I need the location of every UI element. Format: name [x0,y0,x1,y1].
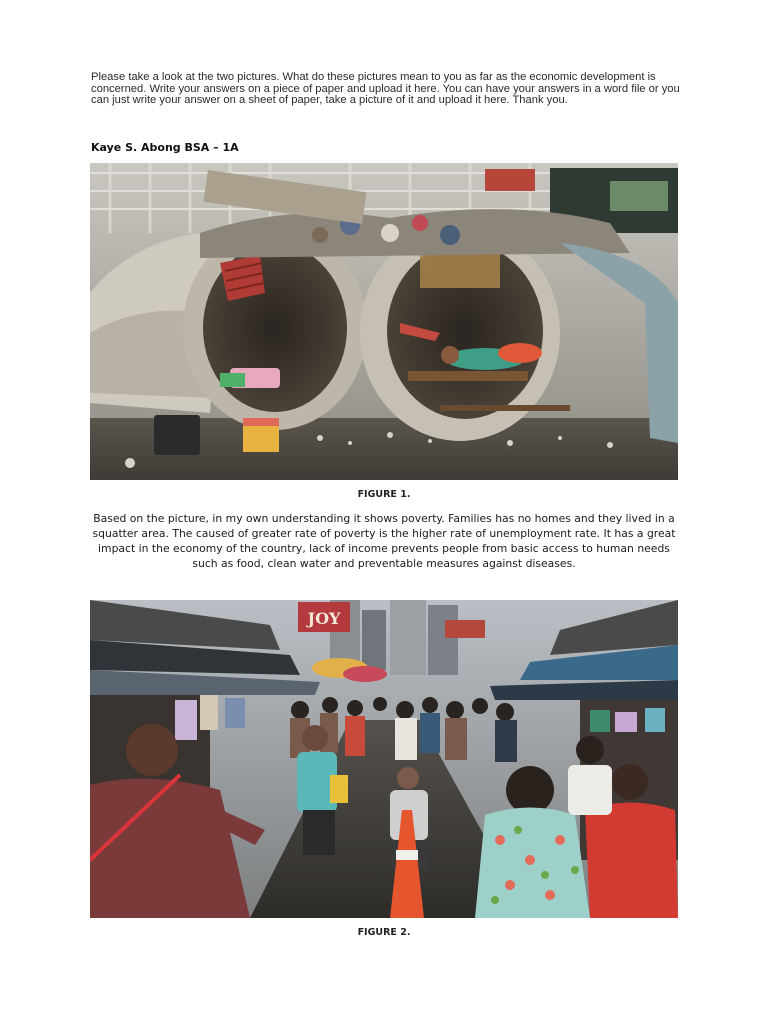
figure-2-caption: FIGURE 2. [357,927,411,938]
author-name: Kaye S. Abong BSA – 1A [91,141,239,154]
figure-1-caption: FIGURE 1. [357,489,411,500]
figure-2-photo [90,600,678,918]
answer-text: Based on the picture, in my own understanding it shows poverty. Families has no homes and they lived in a squatter area. The caused of greater rate of poverty is the higher rate of unemployment rate. It has a great impact in the economy of the country, lack of income prevents people from basic access to human needs such as food, clean water and preventable measures against diseases. [92,512,676,570]
figure-1-photo [90,163,678,480]
market-crowd-illustration [90,600,678,918]
instructions-text: Please take a look at the two pictures. What do these pictures mean to you as far as the economic development is concerned. Write your answers on a piece of paper and upload it here. You can have your answers in a word file or you can just write your answer on a sheet of paper, take a picture of it and upload it here. Thank you. [91,71,680,107]
pipe-shelter-illustration [90,163,678,480]
joy-sign-text: JOY [307,609,341,628]
